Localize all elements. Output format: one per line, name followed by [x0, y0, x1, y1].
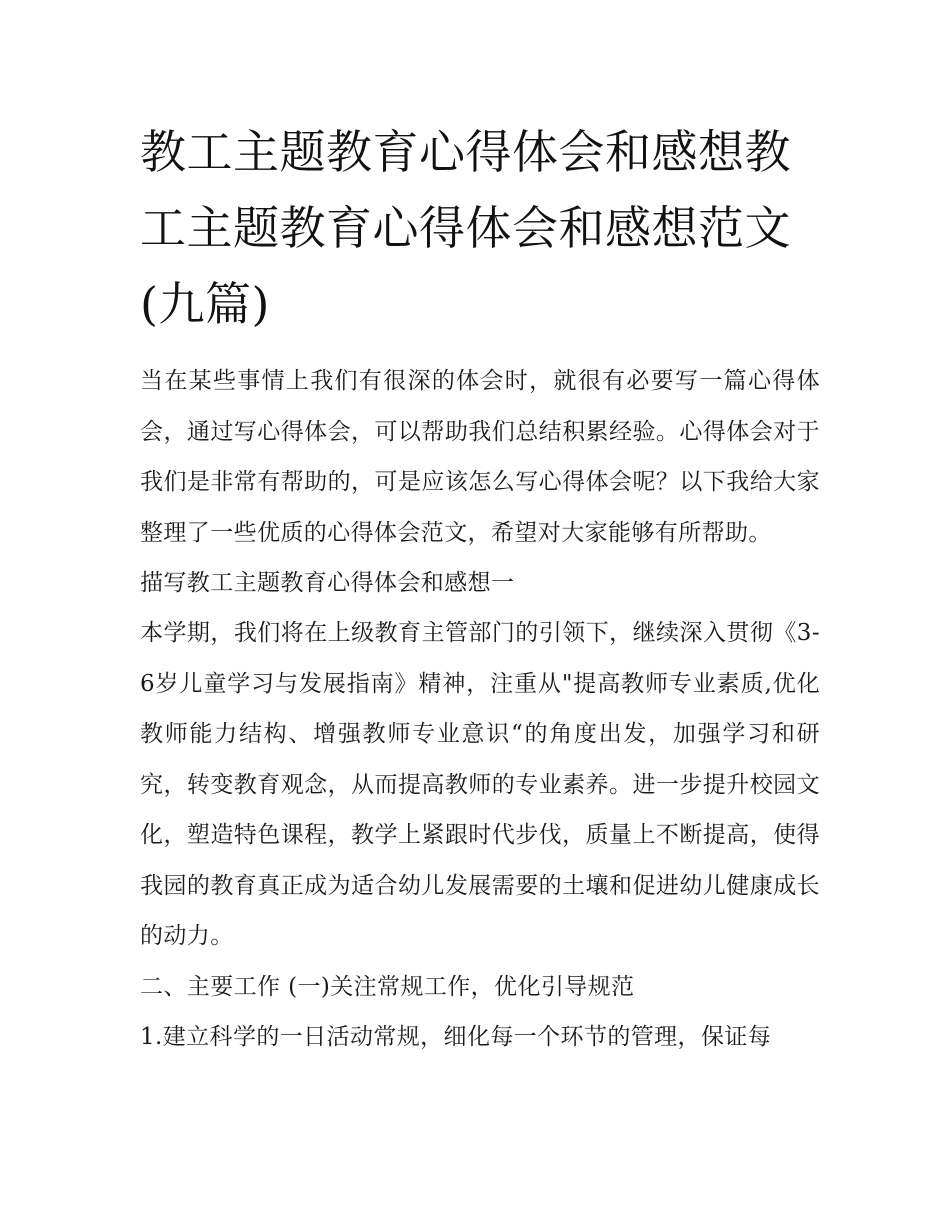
document-body — [140, 356, 820, 1062]
intro-paragraph: 当在某些事情上我们有很深的体会时，就很有必要写一篇心得体会，通过写心得体会，可以帮助我们总结积累经验。心得体会对于我们是非常有帮助的，可是应该怎么写心得体会呢？以下我给大家整理了一些优质的心得体会范文，希望对大家能够有所帮助。 — [140, 368, 820, 546]
body-paragraph: 本学期，我们将在上级教育主管部门的引领下，继续深入贯彻《3-6岁儿童学习与发展指南》精神，注重从"提高教师专业素质,优化教师能力结构、增强教师专业意识“的角度出发，加强学习和研究，转变教育观念，从而提高教师的专业素养。进一步提升校园文化，塑造特色课程，教学上紧跟时代步伐，质量上不断提高，使得我园的教育真正成为适合幼儿发展需要的土壤和促进幼儿健康成长的动力。 — [140, 620, 820, 949]
subheading: 二、主要工作 (一)关注常规工作，优化引导规范 — [140, 973, 635, 1000]
document-title: 教工主题教育心得体会和感想教工主题教育心得体会和感想范文(九篇) — [140, 125, 791, 331]
section-heading: 描写教工主题教育心得体会和感想一 — [140, 570, 515, 596]
list-item: 1.建立科学的一日活动常规，细化每一个环节的管理，保证每 — [140, 1023, 772, 1050]
